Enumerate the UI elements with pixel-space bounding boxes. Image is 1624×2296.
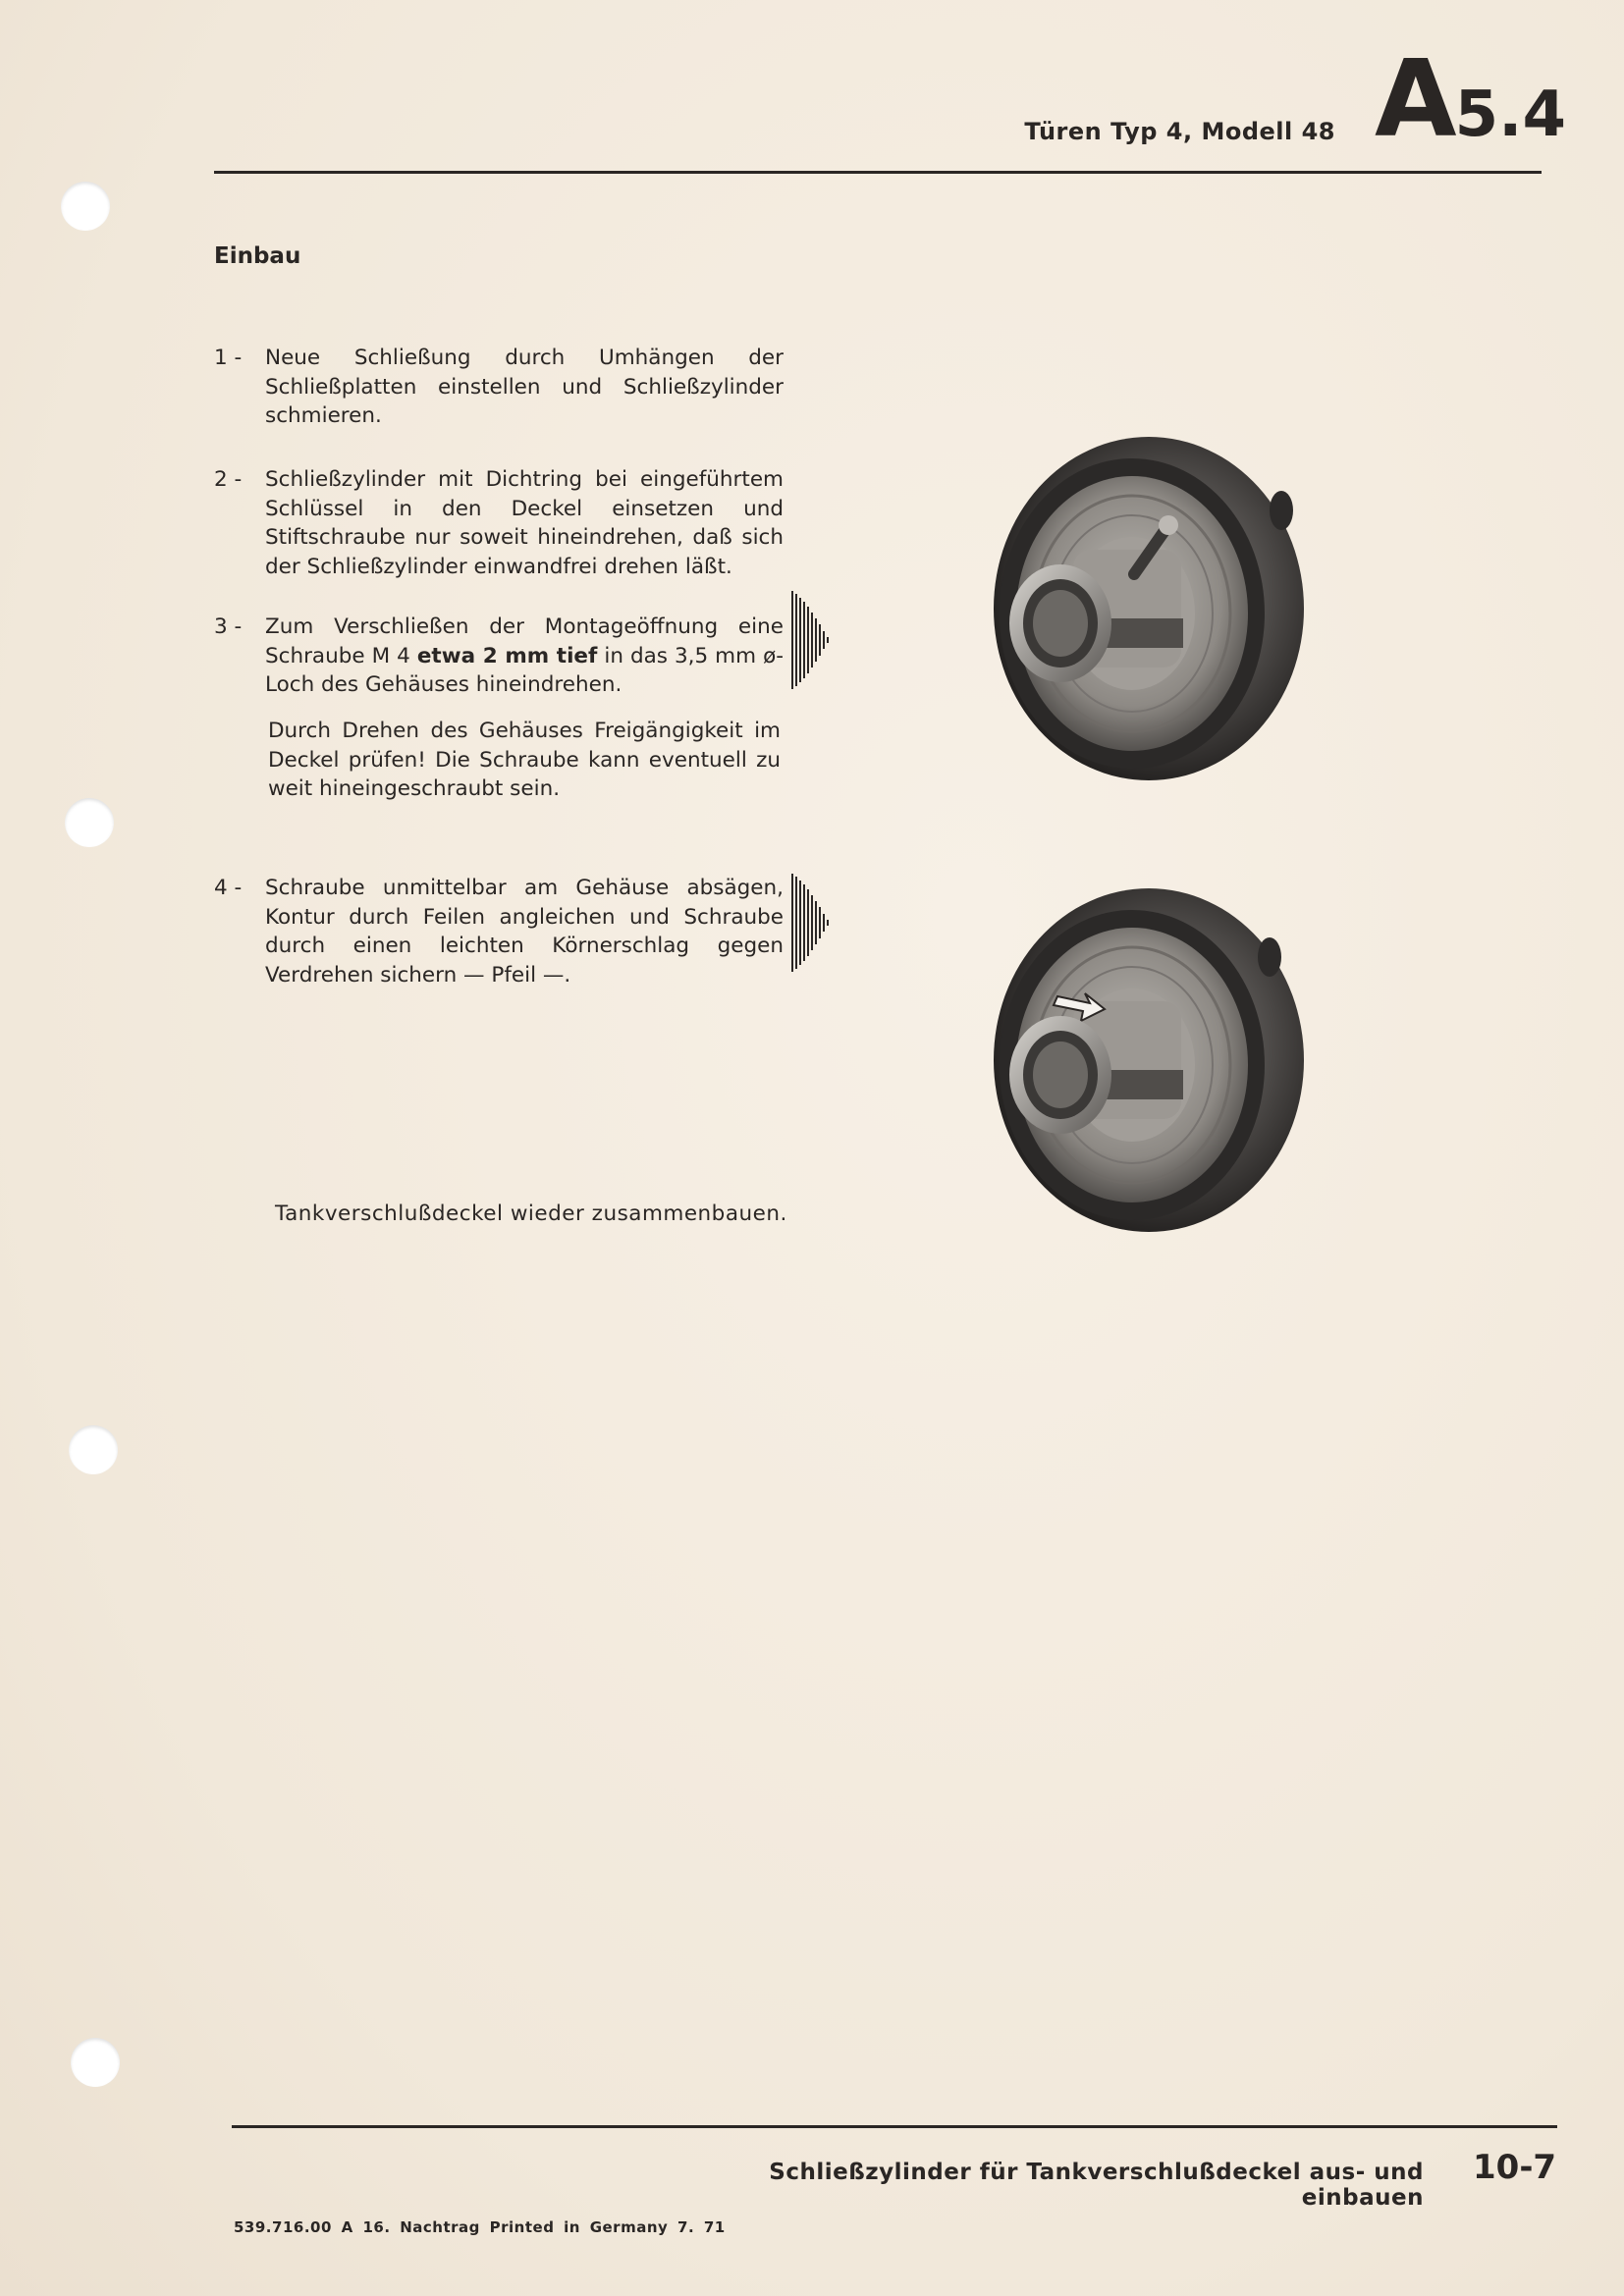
step-4 (214, 874, 784, 989)
punch-hole (69, 1425, 118, 1474)
step-3-note: Durch Drehen des Gehäuses Freigängigkeit im Deckel prüfen! Die Schraube kann eventuell zu weit hineingeschraubt sein. (268, 719, 781, 801)
pointer-arrow-icon (790, 587, 832, 693)
tank-cap-photo (957, 422, 1311, 795)
step-text: Schließzylinder mit Dichtring bei eingeführtem Schlüssel in den Deckel einsetzen und Stiftschraube nur soweit hineindrehen, daß sich der Schließzylinder einwandfrei drehen läßt. (265, 467, 784, 579)
final-note: Tankverschlußdeckel wieder zusammenbauen. (275, 1201, 787, 1226)
step-number: 2 - (214, 467, 243, 492)
step-1 (214, 344, 784, 431)
step-text-emphasis: etwa 2 mm tief (416, 643, 598, 668)
step-number: 4 - (214, 876, 243, 900)
header-title: Türen Typ 4, Modell 48 (1024, 118, 1335, 145)
header-rule (214, 171, 1542, 174)
tank-cap-photo (957, 874, 1311, 1247)
footer-rule (232, 2125, 1557, 2128)
step-text-part: in das 3,5 mm ø-Loch des Gehäuses hineindrehen. (265, 643, 784, 697)
step-3 (214, 613, 784, 700)
punch-hole (61, 182, 110, 231)
step-number: 1 - (214, 346, 243, 370)
section-code-letter: A (1375, 38, 1455, 161)
imprint: 539.716.00 A 16. Nachtrag Printed in Germany 7. 71 (234, 2218, 726, 2236)
punch-hole (71, 2038, 120, 2087)
footer-title: Schließzylinder für Tankverschlußdeckel aus- und einbauen (769, 2160, 1424, 2211)
section-code (1375, 38, 1566, 161)
step-text: Schraube unmittelbar am Gehäuse absägen, Kontur durch Feilen angleichen und Schraube durch einen leichten Körnerschlag gegen Verdrehen sichern — Pfeil —. (265, 876, 784, 988)
step-number: 3 - (214, 614, 243, 639)
pointer-arrow-icon (790, 870, 832, 976)
section-heading: Einbau (214, 243, 301, 269)
step-text-part: Zum Verschließen der Montageöffnung eine Schraube M 4 (265, 614, 784, 668)
punch-hole (65, 798, 114, 847)
page-number: 10-7 (1473, 2148, 1557, 2187)
step-text: Neue Schließung durch Umhängen der Schließplatten einstellen und Schließzylinder schmieren. (265, 346, 784, 428)
step-text (265, 613, 784, 700)
step-2 (214, 465, 784, 581)
section-code-number: 5.4 (1454, 79, 1566, 151)
